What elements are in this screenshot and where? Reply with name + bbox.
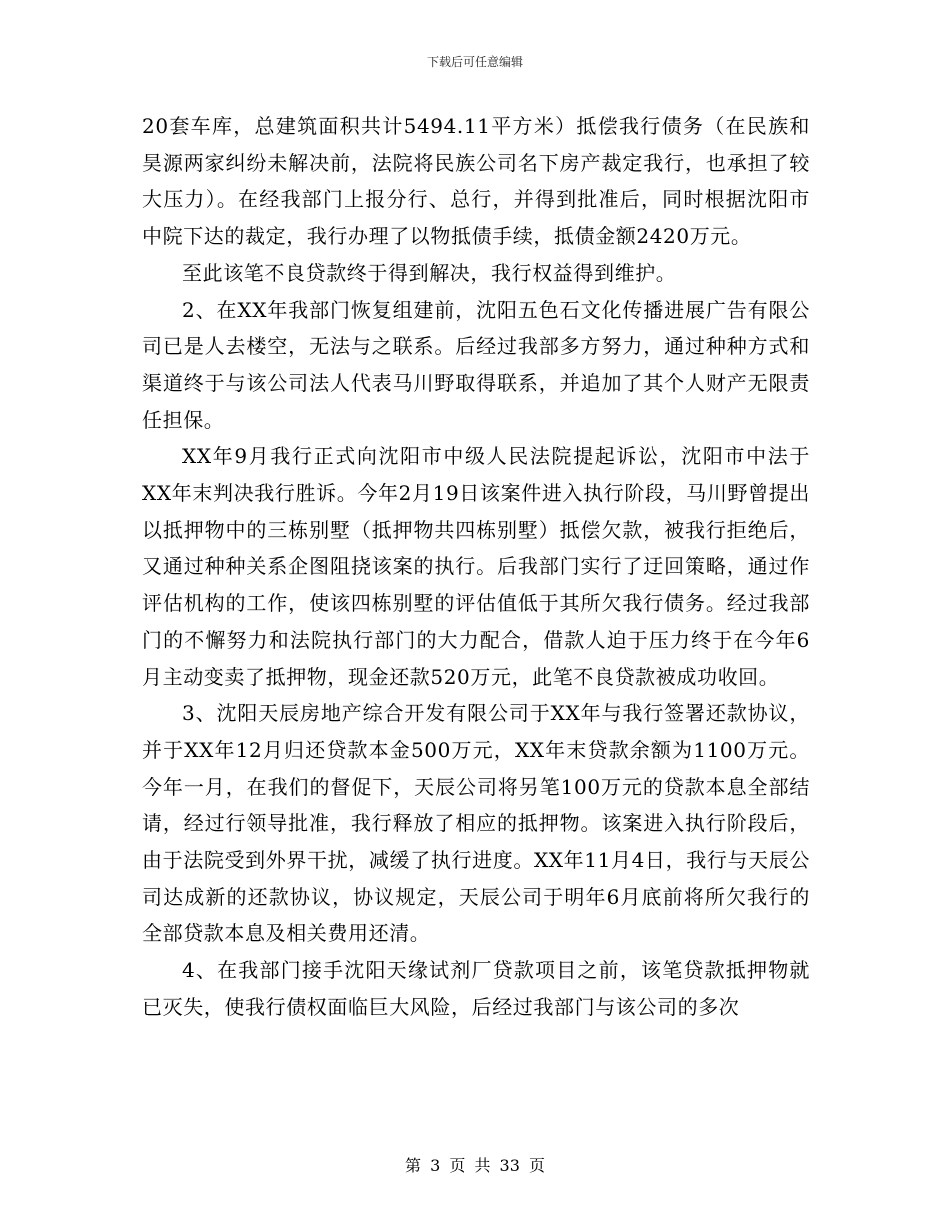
paragraph-continuation: 20套车库，总建筑面积共计5494.11平方米）抵偿我行债务（在民族和昊源两家纠纷未解决前，法院将民族公司名下房产裁定我行，也承担了较大压力）。在经我部门上报分行、总行，并得到批准后，同时根据沈阳市中院下达的裁定，我行办理了以物抵债手续，抵债金额2420万元。: [142, 114, 810, 249]
paragraph-conclusion: 至此该笔不良贷款终于得到解决，我行权益得到维护。: [182, 260, 677, 285]
document-body: [142, 108, 810, 1026]
page-number: 第 3 页 共 33 页: [405, 1156, 545, 1175]
paragraph-item-2: 2、在XX年我部门恢复组建前，沈阳五色石文化传播进展广告有限公司已是人去楼空，无法与之联系。后经过我部多方努力，通过种种方式和渠道终于与该公司法人代表马川野取得联系，并追加了其个人财产无限责任担保。: [142, 297, 810, 432]
paragraph-item-3: 3、沈阳天辰房地产综合开发有限公司于XX年与我行签署还款协议，并于XX年12月归还贷款本金500万元，XX年末贷款余额为1100万元。今年一月，在我们的督促下，天辰公司将另笔100万元的贷款本息全部结请，经过行领导批准，我行释放了相应的抵押物。该案进入执行阶段后，由于法院受到外界干扰，减缓了执行进度。XX年11月4日，我行与天辰公司达成新的还款协议，协议规定，天辰公司于明年6月底前将所欠我行的全部贷款本息及相关费用还清。: [142, 701, 810, 946]
page-header: 下载后可任意编辑: [426, 55, 523, 69]
paragraph-lawsuit: XX年9月我行正式向沈阳市中级人民法院提起诉讼，沈阳市中法于XX年末判决我行胜诉。今年2月19日该案件进入执行阶段，马川野曾提出以抵押物中的三栋别墅（抵押物共四栋别墅）抵偿欠款，被我行拒绝后，又通过种种关系企图阻挠该案的执行。后我部门实行了迂回策略，通过作评估机构的工作，使该四栋别墅的评估值低于其所欠我行债务。经过我部门的不懈努力和法院执行部门的大力配合，借款人迫于压力终于在今年6月主动变卖了抵押物，现金还款520万元，此笔不良贷款被成功收回。: [142, 444, 810, 689]
paragraph-item-4: 4、在我部门接手沈阳天缘试剂厂贷款项目之前，该笔贷款抵押物就已灭失，使我行债权面临巨大风险，后经过我部门与该公司的多次: [142, 958, 810, 1019]
